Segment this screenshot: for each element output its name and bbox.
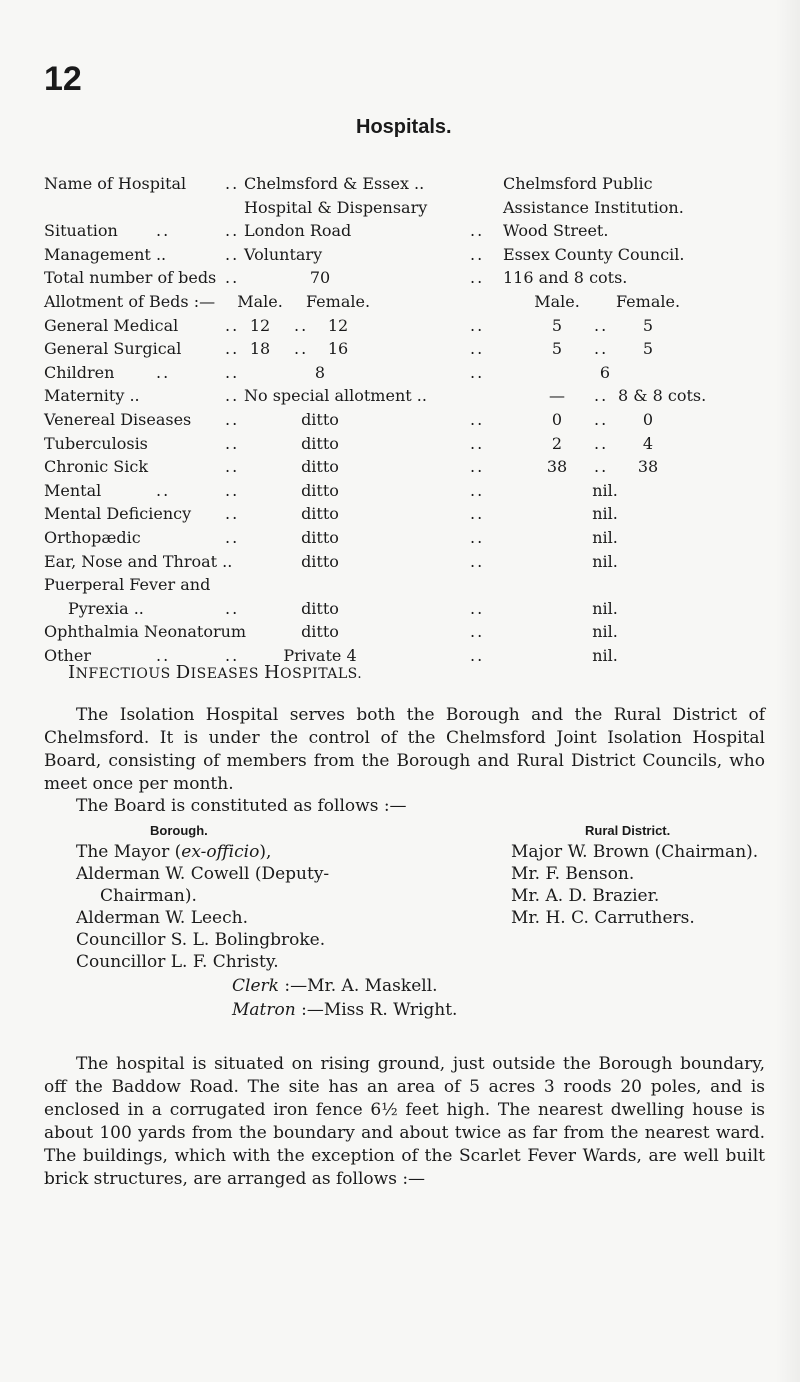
section-heading [68, 662, 362, 683]
borough-line [76, 841, 329, 863]
chelmsford-essex-cell: ditto [301, 410, 339, 429]
borough-line: Alderman W. Leech. [76, 908, 248, 928]
chelmsford-essex-cell: Private 4 [283, 646, 357, 665]
chelmsford-public-female: 4 [642, 434, 654, 453]
rural-header: Rural District. [585, 823, 671, 838]
chelmsford-public-female: Female. [615, 292, 681, 311]
chelmsford-public-female: 5 [642, 316, 654, 335]
leader-dots: .. [594, 339, 609, 358]
row-label: General Surgical [44, 339, 182, 358]
row-label: Ear, Nose and Throat .. [44, 552, 233, 571]
chelmsford-public-cell: Wood Street. [503, 221, 609, 240]
sc-letter-d: D [175, 662, 191, 683]
leader-dots: .. [594, 316, 609, 335]
chelmsford-essex-cell: ditto [301, 481, 339, 500]
chelmsford-public-female: 5 [642, 339, 654, 358]
leader-dots: .. [470, 339, 485, 358]
borough-line: Councillor L. F. Christy. [76, 952, 279, 972]
borough-header: Borough. [150, 823, 208, 838]
chelmsford-public-cell: nil. [592, 481, 618, 500]
leader-dots: .. [156, 646, 171, 665]
row-label: General Medical [44, 316, 179, 335]
leader-dots: .. [225, 363, 240, 382]
chelmsford-public-cell: nil. [592, 504, 618, 523]
chelmsford-essex-cell: Chelmsford & Essex .. [244, 174, 425, 193]
chelmsford-public-cell: 116 and 8 cots. [503, 268, 628, 287]
chelmsford-essex-male: 18 [249, 339, 271, 358]
chelmsford-essex-cell: Voluntary [244, 245, 323, 264]
chelmsford-public-male: 0 [551, 410, 563, 429]
leader-dots: .. [156, 363, 171, 382]
chelmsford-public-male: 5 [551, 316, 563, 335]
chelmsford-public-male: — [549, 386, 565, 405]
chelmsford-public-cell: 6 [599, 363, 611, 382]
row-label: Allotment of Beds :— [44, 292, 216, 311]
leader-dots: .. [470, 481, 485, 500]
leader-dots: .. [594, 386, 609, 405]
row-label: Mental [44, 481, 102, 500]
leader-dots: .. [225, 268, 240, 287]
chelmsford-public-cell: nil. [592, 528, 618, 547]
borough-ex-officio: ex-officio [181, 842, 260, 862]
paragraph-isolation-text: The Isolation Hospital serves both the Borough and the Rural District of Chelmsford. It is under the control of the Chelmsford Joint Isolation Hospital Board, consisting of members from the Borough and Rural District Councils, who meet once per month. [44, 705, 765, 794]
chelmsford-public-female: 38 [637, 457, 659, 476]
matron-line [232, 1000, 457, 1020]
leader-dots: .. [470, 504, 485, 523]
leader-dots: .. [225, 316, 240, 335]
row-label: Situation [44, 221, 118, 240]
page-edge-shadow [776, 0, 800, 1382]
chelmsford-essex-cell: 8 [314, 363, 326, 382]
rural-line: Major W. Brown (Chairman). [511, 842, 759, 862]
leader-dots: .. [225, 646, 240, 665]
chelmsford-essex-cell: ditto [301, 552, 339, 571]
leader-dots: .. [470, 221, 485, 240]
leader-dots: .. [470, 268, 485, 287]
leader-dots: .. [225, 245, 240, 264]
row-label: Name of Hospital [44, 174, 187, 193]
row-label: Puerperal Fever and [44, 575, 211, 594]
chelmsford-essex-cell: London Road [244, 221, 352, 240]
leader-dots: .. [225, 481, 240, 500]
rural-line: Mr. H. C. Carruthers. [511, 908, 695, 928]
leader-dots: .. [225, 339, 240, 358]
sc-rest-3: OSPITALS. [280, 666, 363, 682]
paragraph-isolation [44, 704, 765, 796]
leader-dots: .. [470, 410, 485, 429]
leader-dots: .. [470, 622, 485, 641]
matron-text: :—Miss R. Wright. [295, 1000, 458, 1020]
paragraph-site-text: The hospital is situated on rising ground, just outside the Borough boundary, off the Baddow Road. The site has an area of 5 acres 3 roods 20 poles, and is enclosed in a corrugated iron fence 6½ feet high. The nearest dwelling house is about 100 yards from the boundary and about twice as far from the nearest ward. The buildings, which with the exception of the Scarlet Fever Wards, are well built brick structures, are arranged as follows :— [44, 1054, 765, 1189]
chelmsford-public-cell: 8 & 8 cots. [618, 386, 707, 405]
chelmsford-public-cell: nil. [592, 622, 618, 641]
leader-dots: .. [225, 174, 240, 193]
leader-dots: .. [225, 528, 240, 547]
chelmsford-essex-cell: ditto [301, 528, 339, 547]
leader-dots: .. [225, 504, 240, 523]
paragraph-site [44, 1053, 765, 1191]
board-intro: The Board is constituted as follows :— [76, 796, 407, 816]
leader-dots: .. [470, 245, 485, 264]
sc-letter-h: H [263, 662, 281, 683]
chelmsford-essex-cell: No special allotment .. [244, 386, 427, 405]
row-label: Pyrexia .. [68, 599, 144, 618]
row-label: Maternity .. [44, 386, 140, 405]
leader-dots: .. [225, 599, 240, 618]
chelmsford-essex-cell: Hospital & Dispensary [244, 198, 428, 217]
chelmsford-essex-female: 16 [327, 339, 349, 358]
clerk-text: :—Mr. A. Maskell. [278, 976, 438, 996]
leader-dots: .. [156, 221, 171, 240]
chelmsford-public-cell: Assistance Institution. [503, 198, 684, 217]
matron-label: Matron [232, 1000, 296, 1020]
chelmsford-essex-cell: ditto [301, 504, 339, 523]
row-label: Orthopædic [44, 528, 141, 547]
borough-line: Alderman W. Cowell (Deputy- [76, 864, 330, 884]
row-label: Venereal Diseases [44, 410, 192, 429]
row-label: Mental Deficiency [44, 504, 192, 523]
chelmsford-essex-male: Male. [237, 292, 283, 311]
chelmsford-public-male: 2 [551, 434, 563, 453]
leader-dots: .. [470, 363, 485, 382]
chelmsford-essex-cell: ditto [301, 622, 339, 641]
chelmsford-public-cell: Essex County Council. [503, 245, 685, 264]
clerk-label: Clerk [232, 976, 279, 996]
leader-dots: .. [470, 552, 485, 571]
chelmsford-essex-cell: 70 [309, 268, 331, 287]
chelmsford-essex-female: 12 [327, 316, 349, 335]
leader-dots: .. [225, 457, 240, 476]
leader-dots: .. [470, 646, 485, 665]
leader-dots: .. [225, 410, 240, 429]
chelmsford-public-cell: Chelmsford Public [503, 174, 653, 193]
chelmsford-public-male: 38 [546, 457, 568, 476]
chelmsford-public-male: 5 [551, 339, 563, 358]
row-label: Chronic Sick [44, 457, 149, 476]
leader-dots: .. [225, 386, 240, 405]
leader-dots: .. [156, 481, 171, 500]
rural-line: Mr. A. D. Brazier. [511, 886, 660, 906]
chelmsford-public-cell: nil. [592, 599, 618, 618]
row-label: Management .. [44, 245, 167, 264]
leader-dots: .. [294, 316, 309, 335]
leader-dots: .. [470, 528, 485, 547]
sc-letter-i: I [68, 662, 76, 683]
leader-dots: .. [470, 457, 485, 476]
row-label: Other [44, 646, 91, 665]
row-label: Children [44, 363, 115, 382]
borough-line-text: ), [259, 842, 272, 862]
chelmsford-essex-female: Female. [305, 292, 371, 311]
chelmsford-public-cell: nil. [592, 646, 618, 665]
page-number: 12 [44, 60, 82, 98]
chelmsford-public-cell: nil. [592, 552, 618, 571]
rural-line: Mr. F. Benson. [511, 864, 635, 884]
leader-dots: .. [294, 339, 309, 358]
chelmsford-essex-male: 12 [249, 316, 271, 335]
leader-dots: .. [225, 221, 240, 240]
rural-list [511, 841, 758, 929]
row-label: Total number of beds [44, 268, 217, 287]
row-label: Tuberculosis [44, 434, 148, 453]
chelmsford-essex-cell: ditto [301, 599, 339, 618]
leader-dots: .. [594, 434, 609, 453]
chelmsford-essex-cell: ditto [301, 434, 339, 453]
chelmsford-essex-cell: ditto [301, 457, 339, 476]
leader-dots: .. [225, 434, 240, 453]
row-label: Ophthalmia Neonatorum [44, 622, 247, 641]
borough-line: Chairman). [100, 886, 197, 906]
leader-dots: .. [470, 434, 485, 453]
leader-dots: .. [470, 599, 485, 618]
clerk-line [232, 976, 438, 996]
sc-rest-2: ISEASES [190, 666, 264, 682]
chelmsford-public-female: 0 [642, 410, 654, 429]
borough-list [76, 841, 329, 973]
leader-dots: .. [594, 410, 609, 429]
sc-rest-1: NFECTIOUS [75, 666, 176, 682]
page-title: Hospitals. [356, 116, 452, 138]
chelmsford-public-male: Male. [534, 292, 580, 311]
leader-dots: .. [470, 316, 485, 335]
borough-line-text: The Mayor ( [76, 842, 182, 862]
borough-line: Councillor S. L. Bolingbroke. [76, 930, 326, 950]
leader-dots: .. [594, 457, 609, 476]
